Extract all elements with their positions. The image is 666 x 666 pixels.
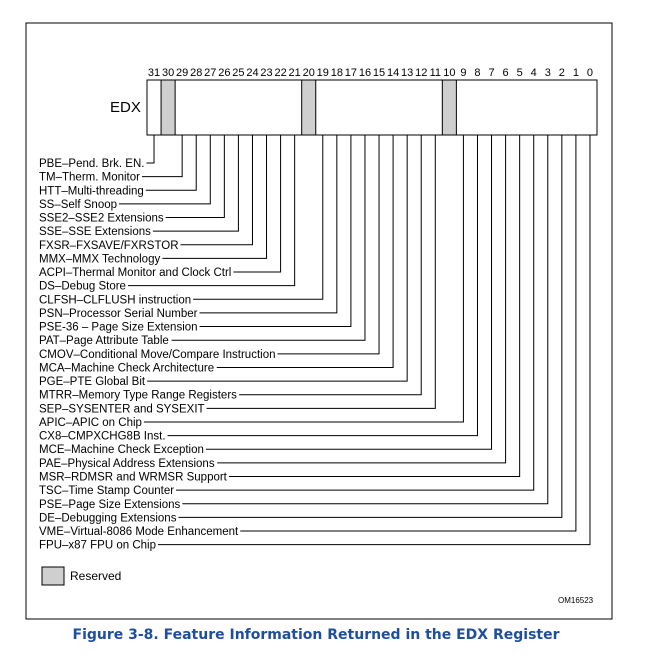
- leader-line-bit-1: [240, 135, 576, 531]
- flag-label-bit-26: SSE2–SSE2 Extensions: [39, 212, 164, 225]
- leader-line-bit-14: [217, 135, 393, 367]
- reserved-bit-20: [302, 80, 316, 135]
- bit-number-28: 28: [190, 67, 203, 79]
- bit-number-16: 16: [358, 67, 372, 79]
- flag-label-bit-2: DE–Debugging Extensions: [39, 512, 177, 525]
- bit-number-13: 13: [401, 67, 414, 79]
- flag-label-bit-5: MSR–RDMSR and WRMSR Support: [39, 471, 227, 484]
- flag-label-bit-29: TM–Therm. Monitor: [39, 171, 140, 184]
- bit-number-3: 3: [544, 67, 551, 79]
- bit-number-29: 29: [176, 67, 189, 79]
- flag-label-bit-14: MCA–Machine Check Architecture: [39, 362, 215, 375]
- reserved-bit-10: [442, 80, 456, 135]
- leader-line-bit-25: [153, 135, 239, 231]
- bit-number-25: 25: [232, 67, 245, 79]
- flag-label-bit-13: PGE–PTE Global Bit: [39, 376, 146, 389]
- bit-number-4: 4: [530, 67, 537, 79]
- bit-number-24: 24: [246, 67, 259, 79]
- bit-number-7: 7: [488, 67, 495, 79]
- register-name: EDX: [110, 99, 141, 116]
- figure-id: OM16523: [558, 596, 594, 605]
- flag-label-bit-9: APIC–APIC on Chip: [39, 416, 142, 429]
- flag-label-bit-31: PBE–Pend. Brk. EN.: [39, 158, 145, 170]
- bit-number-9: 9: [460, 67, 467, 79]
- flag-label-bit-1: VME–Virtual-8086 Mode Enhancement: [39, 526, 239, 539]
- flag-label-bit-24: FXSR–FXSAVE/FXRSTOR: [39, 239, 179, 252]
- flag-label-bit-12: MTRR–Memory Type Range Registers: [39, 389, 237, 402]
- edx-register-box: [147, 80, 597, 135]
- bit-number-26: 26: [218, 67, 231, 79]
- bit-number-18: 18: [330, 67, 343, 79]
- legend-reserved-swatch: [42, 567, 64, 585]
- flag-label-bit-23: MMX–MMX Technology: [39, 253, 161, 266]
- flag-label-bit-3: PSE–Page Size Extensions: [39, 498, 181, 511]
- bit-number-20: 20: [302, 67, 315, 79]
- flag-label-bit-17: PSE-36 – Page Size Extension: [39, 321, 198, 334]
- bit-number-10: 10: [443, 67, 456, 79]
- flag-label-bit-22: ACPI–Thermal Monitor and Clock Ctrl: [39, 267, 232, 280]
- flag-label-bit-4: TSC–Time Stamp Counter: [39, 485, 175, 498]
- leader-line-bit-16: [172, 135, 365, 340]
- bit-number-15: 15: [372, 67, 386, 79]
- flag-label-bit-7: MCE–Machine Check Exception: [39, 444, 204, 457]
- flag-label-bit-15: CMOV–Conditional Move/Compare Instruction: [39, 348, 276, 361]
- bit-number-6: 6: [502, 67, 509, 79]
- leader-line-bit-5: [229, 135, 520, 476]
- bit-number-5: 5: [516, 67, 523, 79]
- flag-label-bit-6: PAE–Physical Address Extensions: [39, 457, 215, 470]
- bit-number-19: 19: [316, 67, 329, 79]
- bit-number-12: 12: [415, 67, 428, 79]
- bit-number-14: 14: [386, 67, 400, 79]
- bit-number-0: 0: [586, 67, 594, 79]
- flag-label-bit-21: DS–Debug Store: [39, 280, 126, 293]
- leader-line-bit-22: [233, 135, 280, 272]
- leader-line-bit-18: [200, 135, 337, 313]
- flag-label-bit-28: HTT–Multi-threading: [39, 185, 144, 198]
- leader-line-bit-15: [277, 135, 379, 354]
- bit-number-23: 23: [260, 67, 273, 79]
- legend-reserved-label: Reserved: [70, 569, 122, 583]
- flag-label-bit-27: SS–Self Snoop: [39, 198, 118, 211]
- bit-number-31: 31: [147, 67, 161, 79]
- bit-number-1: 1: [572, 67, 579, 79]
- bit-number-27: 27: [204, 67, 217, 79]
- bit-number-8: 8: [474, 67, 481, 79]
- flag-label-bit-8: CX8–CMPXCHG8B Inst.: [39, 430, 166, 443]
- leader-line-bit-31: [146, 135, 154, 163]
- flag-label-bit-11: SEP–SYSENTER and SYSEXIT: [39, 403, 205, 416]
- figure-caption: Figure 3-8. Feature Information Returned in the EDX Register: [72, 627, 560, 643]
- bit-number-21: 21: [288, 67, 301, 79]
- reserved-bit-30: [161, 80, 175, 135]
- flag-label-bit-25: SSE–SSE Extensions: [39, 226, 151, 239]
- bit-number-30: 30: [161, 67, 175, 79]
- flag-label-bit-18: PSN–Processor Serial Number: [39, 307, 198, 320]
- leader-line-bit-29: [142, 135, 182, 177]
- bit-number-22: 22: [274, 67, 287, 79]
- flag-label-bit-0: FPU–x87 FPU on Chip: [39, 539, 156, 552]
- bit-number-2: 2: [558, 67, 565, 79]
- flag-label-bit-16: PAT–Page Attribute Table: [39, 335, 169, 348]
- leader-line-bit-7: [206, 135, 492, 449]
- flag-label-bit-19: CLFSH–CLFLUSH instruction: [39, 294, 192, 307]
- bit-number-17: 17: [344, 67, 358, 79]
- bit-number-11: 11: [429, 67, 441, 79]
